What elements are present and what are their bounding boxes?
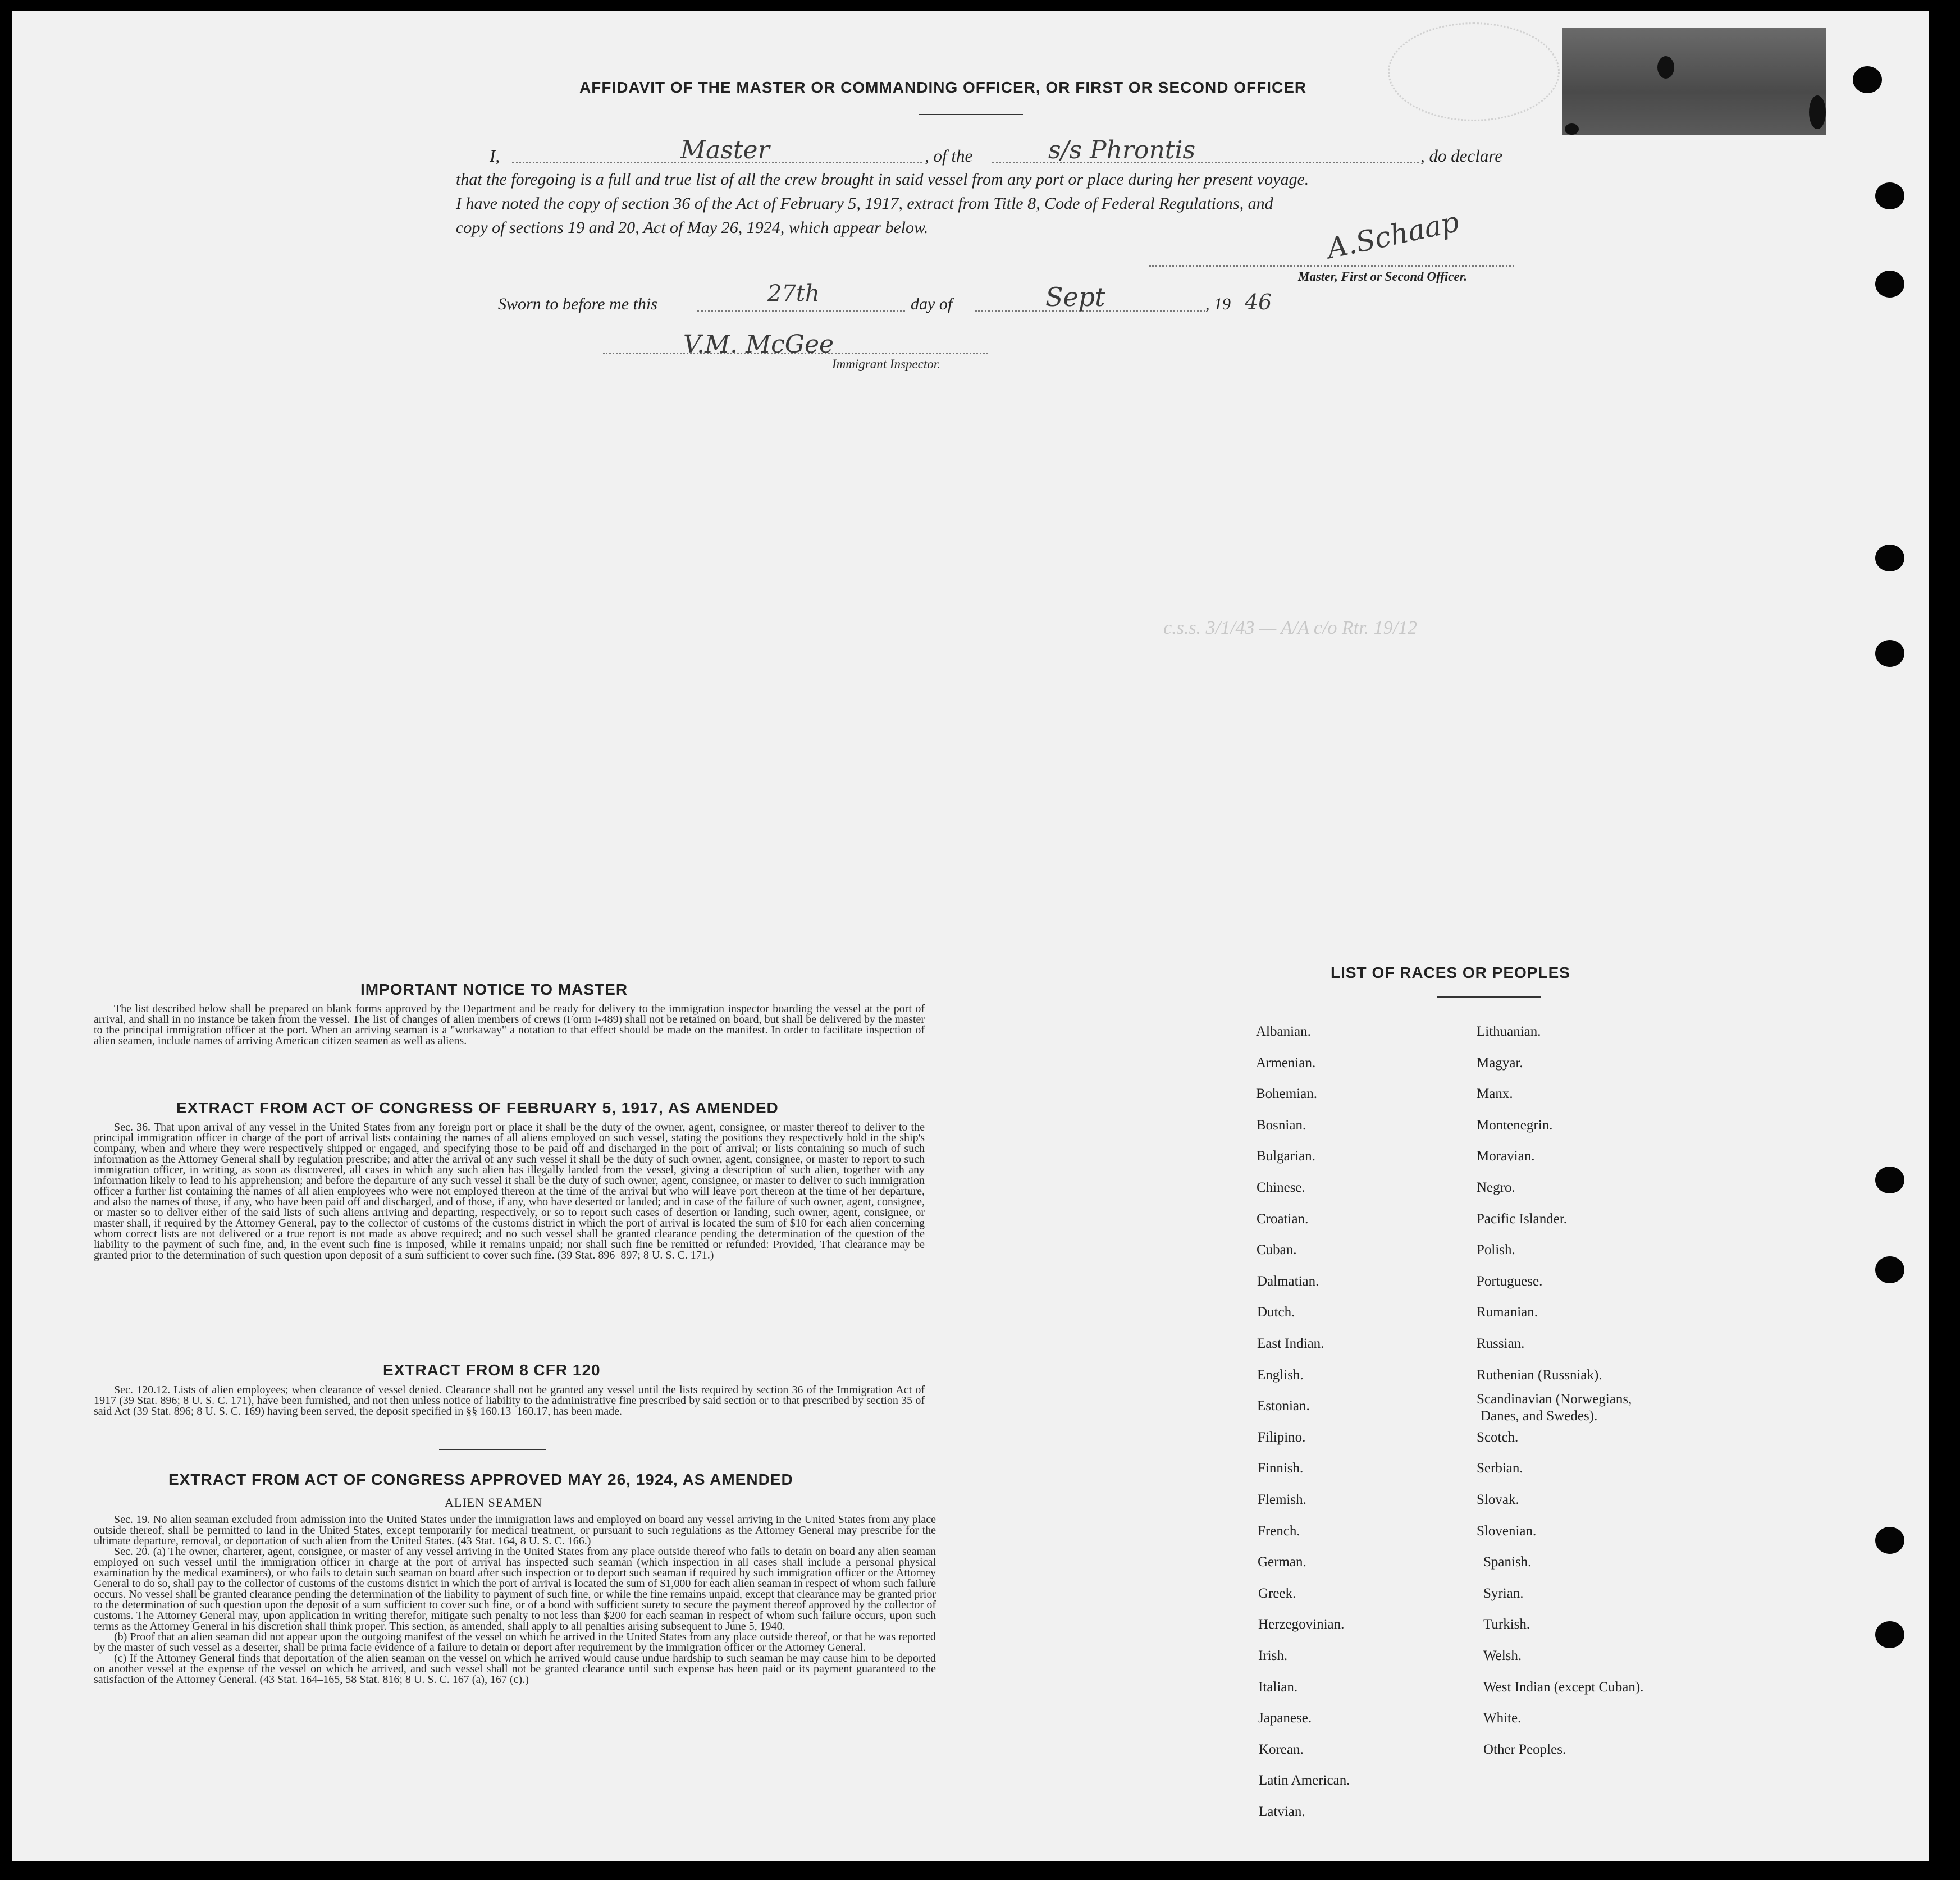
punch-hole (1875, 545, 1904, 571)
race-item: Italian. (1258, 1679, 1298, 1695)
race-item: Croatian. (1257, 1211, 1309, 1227)
signer-caption: Master, First or Second Officer. (1298, 269, 1468, 283)
day-line (697, 310, 905, 312)
punch-hole (1875, 1256, 1904, 1283)
race-item: Korean. (1259, 1741, 1304, 1757)
affidavit-line2: that the foregoing is a full and true list of all the crew brought in said vessel from any port or place during her present voyage. (456, 170, 1309, 189)
sec20b-paragraph: (b) Proof that an alien seaman did not appear upon the outgoing manifest of the vessel on which he arrived in the United States from any place outside thereof, or that he was reported by the master of such vessel as a deserter, shall be prima facie evidence of a failure to detain or deport after requirement by the immigration officer or the Attorney General. (94, 1631, 936, 1654)
sworn-day: 27th (767, 281, 820, 307)
affidavit-title: AFFIDAVIT OF THE MASTER OR COMMANDING OFFICER, OR FIRST OR SECOND OFFICER (579, 79, 1307, 96)
race-item: German. (1258, 1554, 1306, 1570)
document-page (12, 11, 1929, 1861)
extract-1917-body (94, 1122, 925, 1261)
races-title: LIST OF RACES OR PEOPLES (1331, 964, 1570, 981)
punch-hole (1875, 1527, 1904, 1554)
punch-hole (1875, 640, 1904, 667)
notice-paragraph: The list described below shall be prepared on blank forms approved by the Department and be ready for delivery to the immigration inspector boarding the vessel at the port of arrival, and shall in no instance be taken from the vessel. The list of changes of alien members of crews (Form I-489) shall not be retained on board, but shall be delivered by the master to the principal immigration officer at the port. When an arriving seaman is a "workaway" a notation to that effect should be made on the manifest. In order to facilitate inspection of alien seamen, include names of arriving American citizen seamen as well as aliens. (94, 1003, 925, 1047)
faint-annotation: c.s.s. 3/1/43 — A/A c/o Rtr. 19/12 (1163, 617, 1418, 638)
race-item: Russian. (1477, 1336, 1525, 1351)
sworn-month: Sept (1045, 282, 1105, 312)
race-item: Lithuanian. (1477, 1024, 1541, 1039)
punch-hole (1875, 1621, 1904, 1648)
race-item: Japanese. (1258, 1710, 1312, 1726)
tape-strip (1562, 28, 1826, 135)
extract-1917-title: EXTRACT FROM ACT OF CONGRESS OF FEBRUARY 5, 1917, AS AMENDED (176, 1099, 779, 1117)
race-item: Rumanian. (1477, 1305, 1538, 1320)
race-item: French. (1258, 1523, 1300, 1539)
race-item: Moravian. (1477, 1149, 1535, 1164)
extract-1924-subtitle: ALIEN SEAMEN (445, 1495, 542, 1510)
punch-hole (1875, 1167, 1904, 1193)
affidavit-line1-do-declare: , do declare (1420, 146, 1503, 166)
extract-1917-paragraph: Sec. 36. That upon arrival of any vessel in the United States from any foreign port or place it shall be the duty of the owner, agent, consignee, or master thereof to deliver to the principal immigration officer in charge of the port of arrival lists containing the names of all aliens employed on such vessel, stating the positions they respectively hold in the ship's company, when and where they were respectively shipped or engaged, and specifying those to be paid off and discharged in the port of arrival; or lists containing so much of such information as the Attorney General shall by regulation prescribe; and after the arrival of any such vessel it shall be the duty of such owner, agent, consignee, or master to report to such immigration officer, in writing, as soon as discovered, all cases in which any such alien has illegally landed from the vessel, giving a description of such alien, together with any information likely to lead to his apprehension; and before the departure of any such vessel it shall be the duty of such owner, agent, consignee, or master to deliver to such immigration officer a further list containing the names of all alien employees who were not employed thereon at the time of the arrival but who will leave port thereon at the time of her departure, and also the names of those, if any, who have been paid off and discharged, and of those, if any, who have deserted or landed; and in case of the failure of such owner, agent, consignee, or master so to deliver either of the said lists of such aliens arriving and departing, respectively, or so to report such cases of desertion or landing, such owner, agent, consignee, or master shall, if required by the Attorney General, pay to the collector of customs of the customs district in which the port of arrival is located the sum of $10 for each alien concerning whom correct lists are not delivered or a true report is not made as above required; and no such vessel shall be granted clearance pending the determination of the question of the liability to the payment of such fine, and, in the event such fine is imposed, while it remains unpaid; nor shall such fine be remitted or refunded: Provided, That clearance may be granted prior to the determination of such question upon deposit of a sum sufficient to cover such fine. (39 Stat. 896–897; 8 U. S. C. 171.) (94, 1121, 925, 1261)
race-item: Spanish. (1483, 1554, 1532, 1570)
race-item: Montenegrin. (1477, 1117, 1553, 1133)
year-prefix: , 19 (1205, 295, 1231, 313)
race-item: Danes, and Swedes). (1481, 1408, 1598, 1424)
year-suffix: 46 (1245, 290, 1272, 314)
race-item: Other Peoples. (1483, 1741, 1566, 1757)
punch-hole (1875, 182, 1904, 209)
inspector-caption: Immigrant Inspector. (832, 357, 940, 371)
extract-1924-body (94, 1515, 936, 1685)
punch-hole (1875, 271, 1904, 298)
race-item: Scotch. (1477, 1429, 1519, 1445)
sec19-paragraph: Sec. 19. No alien seaman excluded from admission into the United States under the immigration laws and employed on board any vessel arriving in the United States from any place outside thereof, shall be permitted to land in the United States, except temporarily for medical treatment, or pursuant to such regulations as the Attorney General may prescribe for the ultimate departure, removal, or deportation of such alien from the United States. (43 Stat. 164, 8 U. S. C. 166.) (94, 1513, 936, 1547)
race-item: Polish. (1477, 1242, 1515, 1258)
extract-1924-title: EXTRACT FROM ACT OF CONGRESS APPROVED MAY 26, 1924, AS AMENDED (168, 1471, 793, 1488)
handwritten-vessel: s/s Phrontis (1048, 136, 1196, 164)
sworn-prefix: Sworn to before me this (498, 295, 657, 313)
race-item: Turkish. (1483, 1617, 1530, 1632)
race-item: Serbian. (1477, 1461, 1523, 1476)
signature-line (1149, 265, 1514, 267)
race-item: Pacific Islander. (1477, 1211, 1568, 1227)
cfr-rule (439, 1449, 546, 1450)
race-item: Finnish. (1258, 1461, 1304, 1476)
extract-cfr-body (94, 1385, 925, 1417)
notice-title: IMPORTANT NOTICE TO MASTER (360, 981, 628, 998)
affidavit-line1-i: I, (490, 146, 500, 166)
extract-cfr-paragraph: Sec. 120.12. Lists of alien employees; when clearance of vessel denied. Clearance shall not be granted any vessel until the lists required by section 36 of the Immigration Act of 1917 (39 Stat. 896; 8 U. S. C. 171), have been furnished, and not then unless notice of liability to the administrative fine prescribed by said section or to that prescribed by section 35 of said Act (39 Stat. 896; 8 U. S. C. 169) having been served, the deposit specified in §§ 160.13–160.17, has been made. (94, 1384, 925, 1417)
stamp-seal (1388, 22, 1560, 121)
race-item: Irish. (1258, 1648, 1288, 1663)
race-item: English. (1257, 1367, 1304, 1383)
race-item: Magyar. (1477, 1055, 1523, 1071)
races-rule (1437, 996, 1541, 998)
race-item: White. (1483, 1710, 1522, 1726)
race-item: Scandinavian (Norwegians, (1477, 1392, 1632, 1407)
title-rule (919, 114, 1023, 115)
race-item: Flemish. (1258, 1492, 1306, 1507)
race-item: Estonian. (1257, 1398, 1310, 1414)
affidavit-line4: copy of sections 19 and 20, Act of May 26, 1924, which appear below. (456, 218, 929, 237)
race-item: Manx. (1477, 1086, 1513, 1102)
race-item: Bohemian. (1256, 1086, 1318, 1102)
race-item: Portuguese. (1477, 1273, 1543, 1289)
race-item: Bulgarian. (1257, 1149, 1315, 1164)
race-item: Armenian. (1256, 1055, 1316, 1071)
race-item: Ruthenian (Russniak). (1477, 1367, 1602, 1383)
race-item: Bosnian. (1257, 1117, 1306, 1133)
race-item: Greek. (1258, 1585, 1296, 1601)
punch-hole (1853, 66, 1882, 93)
race-item: Filipino. (1258, 1429, 1306, 1445)
race-item: Syrian. (1483, 1585, 1524, 1601)
race-item: Slovak. (1477, 1492, 1519, 1507)
race-item: Slovenian. (1477, 1523, 1537, 1539)
race-item: Latin American. (1259, 1773, 1350, 1788)
race-item: Dalmatian. (1257, 1273, 1319, 1289)
handwritten-rank: Master (680, 136, 770, 164)
race-item: Welsh. (1483, 1648, 1522, 1663)
race-item: West Indian (except Cuban). (1483, 1679, 1644, 1695)
inspector-signature: V.M. McGee (683, 330, 834, 359)
master-signature: A.Schaap (1324, 205, 1462, 266)
race-item: Latvian. (1259, 1804, 1305, 1819)
race-item: Albanian. (1256, 1024, 1311, 1039)
day-of-label: day of (911, 295, 953, 313)
sec20c-paragraph: (c) If the Attorney General finds that deportation of the alien seaman on the vessel on which he arrived would cause undue hardship to such seaman he may cause him to be deported on another vessel at the expense of the vessel on which he arrived, and such vessel shall not be granted clearance until such expense has been paid or its payment guaranteed to the satisfaction of the Attorney General. (43 Stat. 164–165, 58 Stat. 816; 8 U. S. C. 167 (a), 167 (c).) (94, 1652, 936, 1686)
sec20a-paragraph: Sec. 20. (a) The owner, charterer, agent, consignee, or master of any vessel arriving in the United States from any place outside thereof who fails to detain on board any alien seaman employed on such vessel until the immigration officer in charge at the port of arrival has inspected such seaman (which inspection in all cases shall include a personal physical examination by the medical examiners), or who fails to detain such seaman on board after such inspection or to deport such seaman if required by such immigration officer or the Attorney General to do so, shall pay to the collector of customs of the customs district in which the port of arrival is located the sum of $1,000 for each alien seaman in respect of whom such failure occurs. No vessel shall be granted clearance pending the determination of the liability to payment of such fine, or while the fine remains unpaid, except that clearance may be granted prior to the determination of such question upon the deposit of a sum sufficient to cover such fine, or of a bond with sufficient surety to secure the payment thereof approved by the collector of customs. The Attorney General may, upon application in writing therefor, mitigate such penalty to not less than $200 for each seaman in respect of whom such failure occurs, upon such terms as the Attorney General in his discretion shall think proper. This section, as amended, shall apply to all penalties arising subsequent to June 5, 1940. (94, 1545, 936, 1632)
affidavit-line3: I have noted the copy of section 36 of the Act of February 5, 1917, extract from Title 8, Code of Federal Regulations, and (456, 194, 1273, 213)
race-item: Herzegovinian. (1258, 1617, 1345, 1632)
race-item: Dutch. (1257, 1305, 1295, 1320)
extract-cfr-title: EXTRACT FROM 8 CFR 120 (383, 1361, 601, 1379)
inspector-line (603, 353, 988, 354)
race-item: Cuban. (1257, 1242, 1297, 1258)
race-item: East Indian. (1257, 1336, 1324, 1351)
race-item: Negro. (1477, 1180, 1515, 1195)
notice-body (94, 1004, 925, 1046)
race-item: Chinese. (1257, 1180, 1305, 1195)
affidavit-line1-of-the: , of the (925, 146, 973, 166)
